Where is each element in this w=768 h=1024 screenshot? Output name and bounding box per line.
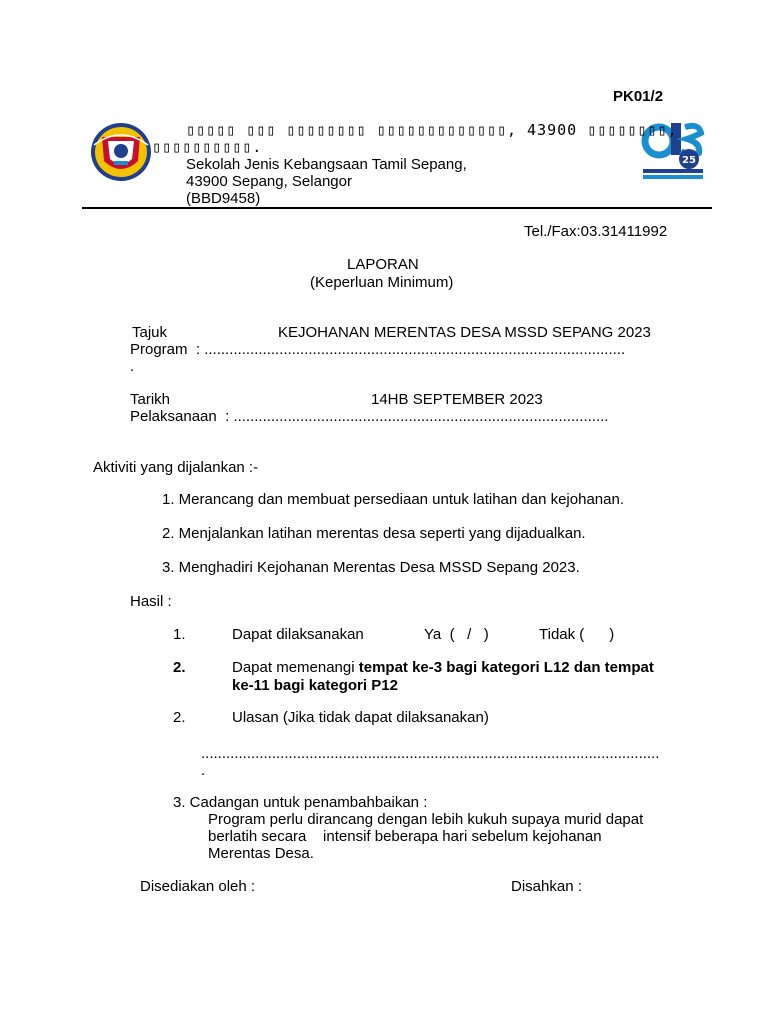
result-3-dots: ..............................................................................................................	[201, 745, 660, 762]
header-divider	[82, 207, 712, 209]
result-3-text: Ulasan (Jika tidak dapat dilaksanakan)	[232, 709, 489, 726]
program-label-2: Program	[130, 341, 188, 358]
result-2-text-bold: tempat ke-3 bagi kategori L12 dan tempat	[358, 659, 654, 676]
result-1-number: 1.	[173, 626, 186, 643]
result-1-text: Dapat dilaksanakan	[232, 626, 364, 643]
result-2-text-plain: Dapat memenangi	[232, 659, 359, 676]
tel-fax: Tel./Fax:03.31411992	[524, 223, 668, 240]
result-1-yes: Ya ( / )	[424, 626, 489, 643]
date-label-2: Pelaksanaan	[130, 408, 217, 425]
date-label-1: Tarikh	[130, 391, 171, 408]
result-1-no: Tidak ( )	[539, 626, 615, 643]
result-2-line-2: ke-11 bagi kategori P12	[232, 677, 398, 694]
header-garbled-line-1: ▯▯▯▯▯ ▯▯▯ ▯▯▯▯▯▯▯▯ ▯▯▯▯▯▯▯▯▯▯▯▯▯, 43900 ▯▯▯▯▯▯▯▯,	[186, 121, 678, 139]
form-code: PK01/2	[613, 88, 664, 105]
program-dots-tail: .	[130, 358, 135, 375]
school-address: 43900 Sepang, Selangor	[186, 173, 352, 190]
date-value: 14HB SEPTEMBER 2023	[371, 391, 543, 408]
svg-text:25: 25	[682, 155, 696, 166]
activities-heading: Aktiviti yang dijalankan :-	[93, 459, 259, 476]
suggestion-line: berlatih secara intensif beberapa hari sebelum kejohanan	[208, 828, 602, 845]
activity-item: 2. Menjalankan latihan merentas desa seperti yang dijadualkan.	[162, 525, 586, 542]
program-label-1: Tajuk	[132, 324, 168, 341]
date-dots: : ..........................................................................................	[216, 408, 609, 425]
approved-by-label: Disahkan :	[511, 878, 582, 895]
school-crest-icon	[90, 121, 152, 183]
result-heading: Hasil :	[130, 593, 172, 610]
activity-item: 3. Menghadiri Kejohanan Merentas Desa MSSD Sepang 2023.	[162, 559, 580, 576]
program-value: KEJOHANAN MERENTAS DESA MSSD SEPANG 2023	[278, 324, 651, 341]
result-3-number: 2.	[173, 709, 186, 726]
program-dots: : .....................................................................................................	[187, 341, 626, 358]
header-garbled-line-2: ▯▯▯▯▯▯▯▯▯▯.	[152, 138, 263, 156]
prepared-by-label: Disediakan oleh :	[140, 878, 256, 895]
report-title: LAPORAN	[347, 256, 419, 273]
report-subtitle: (Keperluan Minimum)	[310, 274, 454, 291]
activity-item: 1. Merancang dan membuat persediaan untuk latihan dan kejohanan.	[162, 491, 624, 508]
result-2-number: 2.	[173, 659, 186, 676]
result-2-line-1	[232, 659, 654, 676]
school-name: Sekolah Jenis Kebangsaan Tamil Sepang,	[186, 156, 467, 173]
result-3-dots-tail: .	[201, 762, 206, 779]
school-code: (BBD9458)	[186, 190, 261, 207]
suggestion-line: Merentas Desa.	[208, 845, 314, 862]
suggestion-line: Program perlu dirancang dengan lebih kukuh supaya murid dapat	[208, 811, 644, 828]
program-label-row	[130, 341, 625, 358]
date-label-row	[130, 408, 608, 425]
suggestion-heading: 3. Cadangan untuk penambahbaikan :	[173, 794, 428, 811]
